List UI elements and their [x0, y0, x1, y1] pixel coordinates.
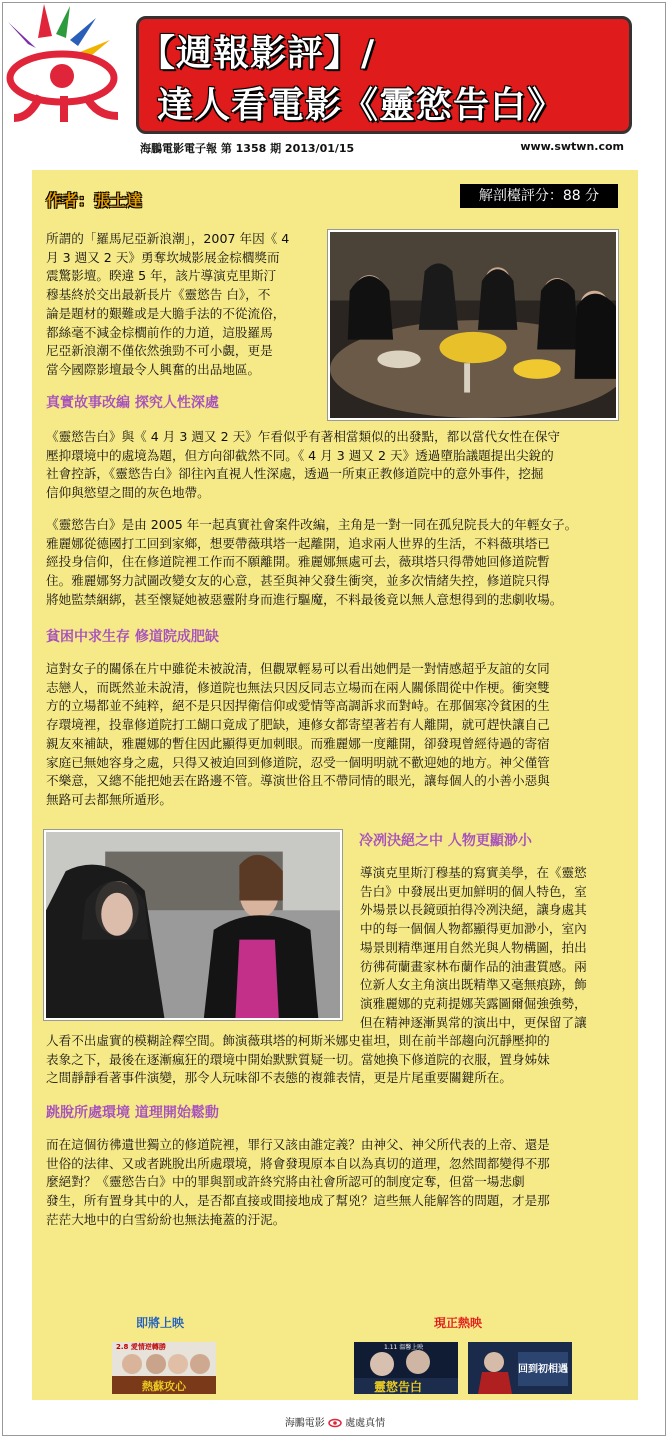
- poster-now-showing-2[interactable]: [468, 1342, 572, 1394]
- text-line: 穆基終於交出最新長片《靈慾告 白》，不: [46, 287, 271, 303]
- text-line: 所謂的「羅馬尼亞新浪潮」，2007 年因《 4: [46, 231, 290, 246]
- now-showing-label: 現正熱映: [434, 1316, 483, 1330]
- footer-brand: 海鵬電影: [284, 1418, 325, 1429]
- title-banner: [136, 16, 632, 134]
- section1-paragraph2: [46, 516, 640, 610]
- footer-slogan: 處處真情: [345, 1418, 386, 1429]
- section2-heading: 貧困中求生存 修道院成肥缺: [46, 629, 219, 645]
- text-line: 麼絕對？《靈慾告白》中的罪與罰或許終究將由社會所認可的制度定奪，但當一場悲劇: [46, 1174, 525, 1190]
- text-line: 導演克里斯汀穆基的寫實美學，在《靈慾: [360, 865, 587, 880]
- text-line: 這對女子的關係在片中雖從未被說清，但觀眾輕易可以看出她們是一對情感超乎友誼的女同: [46, 661, 550, 676]
- text-line: 尼亞新浪潮不僅依然強勁不可小覷，更是: [46, 343, 273, 359]
- text-line: 人看不出虛實的模糊詮釋空間。飾演薇琪塔的柯斯米娜史崔坦，則在前半部趨向沉靜壓抑的: [46, 1033, 550, 1048]
- text-line: 《靈慾告白》與《 4 月 3 週又 2 天》乍看似乎有著相當類似的出發點，都以當代女性在保守: [46, 429, 561, 444]
- poster2-title: 靈慾告白: [374, 1380, 423, 1394]
- text-line: 位新人女主角演出既精準又毫無痕跡，飾: [360, 977, 587, 993]
- text-line: 但在精神逐漸異常的演出中，更保留了讓: [360, 1014, 587, 1030]
- section3-heading: 冷冽決絕之中 人物更顯渺小: [359, 833, 532, 849]
- text-line: 當今國際影壇最令人興奮的出品地區。: [46, 361, 261, 377]
- text-line: 家庭已無她容身之處，只得又被迫回到修道院，忍受一個明明就不歡迎她的地方。神父僅管: [46, 754, 550, 770]
- text-line: 世俗的法律、又或者跳脫出所處環境，將會發現原本自以為真切的道理，忽然間都變得不那: [46, 1155, 550, 1171]
- text-line: 經投身信仰，住在修道院裡工作而不願離開。雅麗娜無處可去，薇琪塔只得帶她回修道院暫: [46, 554, 550, 570]
- text-line: 月 3 週又 2 天》勇奪坎城影展金棕櫚獎而: [46, 249, 280, 265]
- text-line: 之間靜靜看著事件演變，那令人玩味卻不表態的複雜表情，更是片尾重要關鍵所在。: [46, 1070, 512, 1086]
- poster-now-showing-1[interactable]: [354, 1342, 458, 1394]
- section4-paragraph: [46, 1136, 640, 1230]
- text-line: 方的立場都並不純粹，絕不是只因捍衛信仰或愛情等高調訴求而對峙。在那個寒冷貧困的生: [46, 698, 550, 714]
- text-line: 志戀人，而既然並未說清，修道院也無法只因反同志立場而在兩人關係間從中作梗。衝突雙: [46, 679, 550, 695]
- section3-side-paragraph: [360, 864, 640, 1032]
- text-line: 《靈慾告白》是由 2005 年一起真實社會案件改編，主角是一對一同在孤兒院長大的年輕女子。: [46, 517, 578, 532]
- text-line: 表象之下，最後在逐漸瘋狂的環境中開始默默質疑一切。當她換下修道院的衣服，置身姊妹: [46, 1051, 550, 1067]
- coming-soon-label: 即將上映: [136, 1316, 185, 1330]
- movie-still-dinner-photo: [328, 230, 618, 420]
- text-line: 茫茫大地中的白雪紛紛也無法掩蓋的汙泥。: [46, 1211, 286, 1227]
- text-line: 發生，所有置身其中的人，是否都直接或間接地成了幫兇？這些無人能解答的問題，才是那: [46, 1193, 550, 1209]
- website-link[interactable]: www.swtwn.com: [520, 140, 624, 153]
- section2-paragraph: [46, 660, 636, 810]
- score-badge: 解剖檯評分：88 分: [460, 184, 618, 208]
- issue-info: 海鵬電影電子報 第 1358 期 2013/01/15: [140, 142, 355, 155]
- page-title-line1: 【週報影評】/: [139, 33, 376, 74]
- text-line: 社會控訴，《靈慾告白》卻往內直視人性深處，透過一所東正教修道院中的意外事件，挖掘: [46, 466, 544, 482]
- section4-heading: 跳脫所處環境 道理開始鬆動: [46, 1105, 219, 1121]
- text-line: 而在這個彷彿遺世獨立的修道院裡，罪行又該由誰定義？由神父、神父所代表的上帝、還是: [46, 1137, 550, 1152]
- movie-still-two-women-photo: [44, 830, 342, 1020]
- author-label: 作者：: [46, 191, 95, 210]
- text-line: 震驚影壇。睽違 5 年，該片導演克里斯汀: [46, 268, 277, 284]
- text-line: 信仰與慾望之間的灰色地帶。: [46, 485, 210, 501]
- section1-heading: 真實故事改編 探究人性深處: [46, 395, 219, 411]
- section1-paragraph1: [46, 428, 636, 503]
- intro-paragraph: [46, 230, 316, 380]
- text-line: 都絲毫不減金棕櫚前作的力道，這股羅馬: [46, 324, 273, 340]
- poster1-date: 2.8 愛情逆轉勝: [116, 1343, 166, 1351]
- text-line: 論是題材的艱難或是大膽手法的不從流俗，: [46, 305, 286, 321]
- text-line: 中的每一個個人物都顯得更加渺小，室內: [360, 921, 587, 937]
- text-line: 住。雅麗娜努力試圖改變女友的心意，甚至與神父發生衝突，並多次情緒失控，修道院只得: [46, 573, 550, 589]
- text-line: 彷彿荷蘭畫家林布蘭作品的油畫質感。兩: [360, 958, 587, 974]
- poster-coming-soon[interactable]: [112, 1342, 216, 1394]
- text-line: 親友來補缺，雅麗娜的暫住因此顯得更加刺眼。而雅麗娜一度離開，卻發現曾經待過的寄宿: [46, 735, 550, 751]
- text-line: 外場景以長鏡頭拍得冷冽決絕，讓身處其: [360, 902, 587, 918]
- text-line: 不樂意，又總不能把她丟在路邊不管。導演世俗且不帶同情的眼光，讓每個人的小善小惡與: [46, 773, 550, 789]
- footer: [0, 1414, 670, 1429]
- poster3-title: 回到初相遇: [518, 1364, 568, 1375]
- text-line: 存環境裡，投靠修道院打工餬口竟成了肥缺，連修女都寄望著若有人離開，就可趕快讓自己: [46, 717, 550, 733]
- author-line: [46, 188, 142, 211]
- haipeng-logo-icon: [0, 0, 140, 125]
- text-line: 告白》中發展出更加鮮明的個人特色，室: [360, 883, 587, 899]
- text-line: 雅麗娜從德國打工回到家鄉，想要帶薇琪塔一起離開，追求兩人世界的生活，不料薇琪塔已: [46, 535, 550, 551]
- section3-paragraph: [46, 1032, 640, 1088]
- poster2-date: 1.11 溫馨上映: [384, 1344, 424, 1351]
- text-line: 演雅麗娜的克莉提娜芙露圖爾倔強強勢，: [360, 995, 587, 1011]
- footer-logo-icon: [328, 1417, 342, 1429]
- page-title-line2: 達人看電影《靈慾告白》: [157, 85, 565, 126]
- author-name: 張士達: [94, 191, 143, 210]
- poster1-title: 熱蘇攻心: [142, 1380, 186, 1393]
- text-line: 無路可去都無所遁形。: [46, 791, 172, 807]
- article-body: [32, 170, 638, 1400]
- text-line: 場景則精準運用自然光與人物構圖，拍出: [360, 939, 587, 955]
- text-line: 壓抑環境中的處境為題，但方向卻截然不同。《 4 月 3 週又 2 天》透過墮胎議題提出尖銳的: [46, 447, 554, 463]
- text-line: 將她監禁綑綁，甚至懷疑她被惡靈附身而進行驅魔，不料最後竟以無人意想得到的悲劇收場。: [46, 591, 563, 607]
